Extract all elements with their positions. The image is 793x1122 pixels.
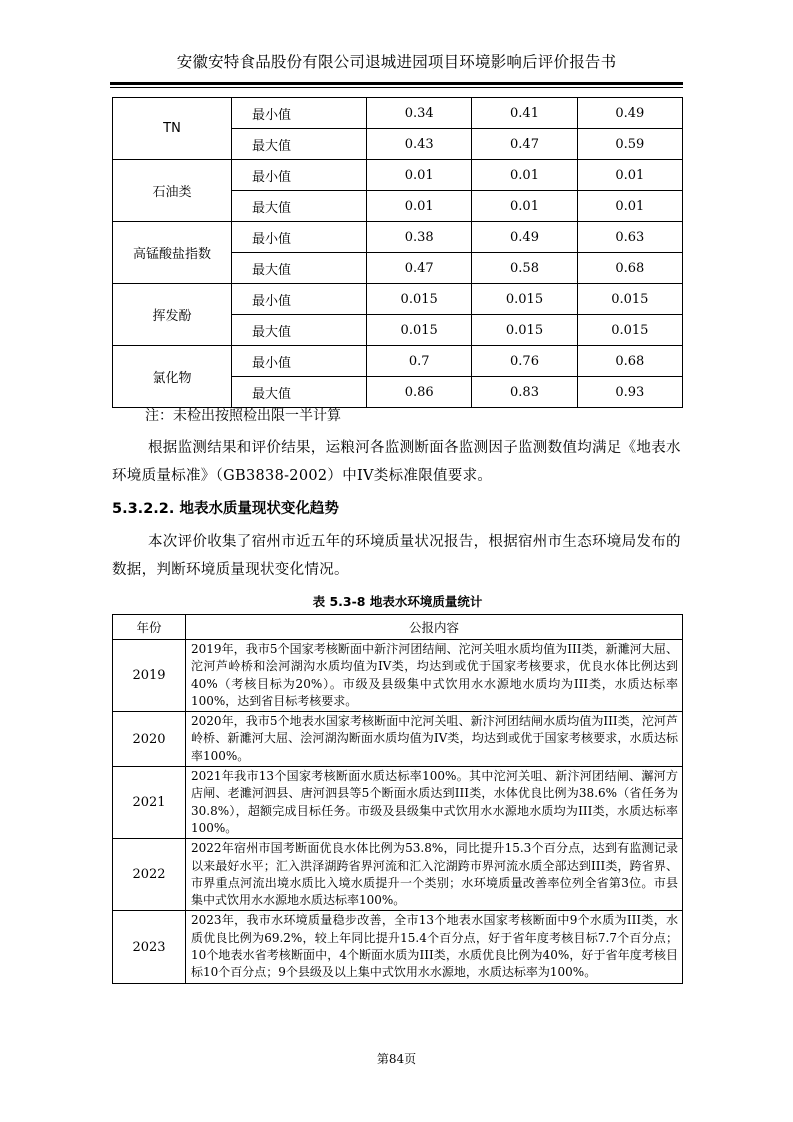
value-cell: 0.49 [577,98,682,129]
value-cell: 0.83 [472,377,577,408]
table-row [113,767,683,839]
factor-name: 石油类 [113,160,232,222]
stat-label: 最小值 [232,160,367,191]
stat-label: 最小值 [232,284,367,315]
value-cell: 0.86 [367,377,472,408]
stat-label: 最小值 [232,346,367,377]
table-row [113,712,683,767]
value-cell: 0.43 [367,129,472,160]
value-cell: 0.015 [577,284,682,315]
stat-label: 最大值 [232,377,367,408]
value-cell: 0.015 [472,284,577,315]
row-content: 2021年我市13个国家考核断面水质达标率100%。其中沱河关咀、新汴河团结闸、澥河方店闸、老濉河泗县、唐河泗县等5个断面水质达到III类，水体优良比例为38.6%（省任务为30.8%），超额完成目标任务。市级及县级集中式饮用水水源地水质均为III类，水质达标率100%。 [186,767,683,839]
row-content: 2023年，我市水环境质量稳步改善，全市13个地表水国家考核断面中9个水质为III类，水质优良比例为69.2%，较上年同比提升15.4个百分点，好于省年度考核目标7.7个百分点；10个地表水省考核断面中，4个断面水质为III类，水质优良比例为40%，好于省年度考核目标10个百分点；9个县级及以上集中式饮用水水源地，水质达标率为100%。 [186,911,683,983]
stat-label: 最小值 [232,98,367,129]
value-cell: 0.68 [577,346,682,377]
value-cell: 0.7 [367,346,472,377]
water-quality-trend-table [112,614,683,984]
value-cell: 0.68 [577,253,682,284]
header-content: 公报内容 [186,615,683,640]
stat-label: 最小值 [232,222,367,253]
value-cell: 0.01 [577,160,682,191]
value-cell: 0.49 [472,222,577,253]
header-year: 年份 [113,615,186,640]
intro-paragraph: 本次评价收集了宿州市近五年的环境质量状况报告，根据宿州市生态环境局发布的数据，判断环境质量现状变化情况。 [112,534,681,578]
monitoring-data-table [112,97,683,408]
value-cell: 0.015 [367,315,472,346]
value-cell: 0.58 [472,253,577,284]
table-row [113,98,683,129]
stat-label: 最大值 [232,315,367,346]
value-cell: 0.63 [577,222,682,253]
factor-name: 氯化物 [113,346,232,408]
value-cell: 0.015 [472,315,577,346]
row-year: 2019 [113,640,186,712]
table-row [113,346,683,377]
stat-label: 最大值 [232,253,367,284]
value-cell: 0.38 [367,222,472,253]
value-cell: 0.015 [367,284,472,315]
value-cell: 0.59 [577,129,682,160]
row-year: 2020 [113,712,186,767]
value-cell: 0.47 [472,129,577,160]
table-header-row [113,615,683,640]
value-cell: 0.01 [367,191,472,222]
value-cell: 0.47 [367,253,472,284]
row-content: 2022年宿州市国考断面优良水体比例为53.8%，同比提升15.3个百分点，达到有监测记录以来最好水平；汇入洪泽湖跨省界河流和汇入沱湖跨市界河流水质全部达到III类，跨省界、市界重点河流出境水质比入境水质提升一个类别；水环境质量改善率位列全省第3位。市县集中式饮用水水源地水质达标率100%。 [186,839,683,911]
row-year: 2023 [113,911,186,983]
value-cell: 0.01 [472,160,577,191]
section-heading: 5.3.2.2. 地表水质量现状变化趋势 [112,501,339,517]
row-year: 2022 [113,839,186,911]
table-note: 注：未检出按照检出限一半计算 [145,408,341,424]
table-caption: 表 5.3-8 地表水环境质量统计 [312,594,483,609]
document-header-title: 安徽安特食品股份有限公司退城进园项目环境影响后评价报告书 [176,53,617,71]
value-cell: 0.34 [367,98,472,129]
table-row [113,284,683,315]
table-row [113,222,683,253]
row-content: 2020年，我市5个地表水国家考核断面中沱河关咀、新汴河团结闸水质均值为III类，沱河芦岭桥、新濉河大屈、浍河湖沟断面水质均值为IV类，均达到或优于国家考核要求，水质达标率100%。 [186,712,683,767]
value-cell: 0.015 [577,315,682,346]
header-rule-thick [110,82,683,85]
factor-name: 挥发酚 [113,284,232,346]
value-cell: 0.01 [472,191,577,222]
stat-label: 最大值 [232,129,367,160]
page-number: 第84页 [376,1052,417,1066]
header-rule-thin [110,87,683,88]
table-row [113,911,683,983]
value-cell: 0.01 [367,160,472,191]
table-row [113,839,683,911]
value-cell: 0.01 [577,191,682,222]
evaluation-paragraph: 根据监测结果和评价结果，运粮河各监测断面各监测因子监测数值均满足《地表水环境质量标准》（GB3838-2002）中IV类标准限值要求。 [112,440,681,484]
row-year: 2021 [113,767,186,839]
stat-label: 最大值 [232,191,367,222]
factor-name: TN [113,98,232,160]
value-cell: 0.76 [472,346,577,377]
row-content: 2019年，我市5个国家考核断面中新汴河团结闸、沱河关咀水质均值为III类，新濉河大屈、沱河芦岭桥和浍河湖沟水质均值为IV类，均达到或优于国家考核要求，优良水体比例达到40%（考核目标为20%）。市级及县级集中式饮用水水源地水质均为III类，水质达标率100%，达到省目标考核要求。 [186,640,683,712]
table-row [113,640,683,712]
table-row [113,160,683,191]
factor-name: 高锰酸盐指数 [113,222,232,284]
value-cell: 0.41 [472,98,577,129]
value-cell: 0.93 [577,377,682,408]
